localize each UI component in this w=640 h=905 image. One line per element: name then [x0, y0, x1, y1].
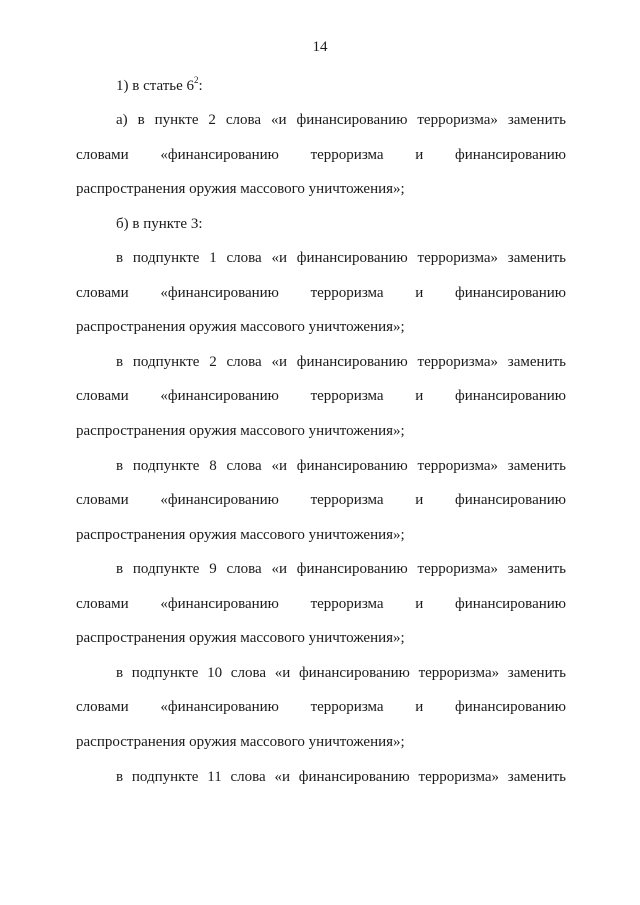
subparagraph-8-line-2: словами «финансированию терроризма и финансированию [76, 492, 566, 508]
article-heading-suffix: : [198, 78, 203, 94]
subparagraph-1-line-3: распространения оружия массового уничтожения»; [76, 319, 405, 335]
subparagraph-10-line-3: распространения оружия массового уничтожения»; [76, 734, 405, 750]
paragraph-a-line-1: а) в пункте 2 слова «и финансированию терроризма» заменить [116, 112, 566, 128]
subparagraph-10-line-1: в подпункте 10 слова «и финансированию терроризма» заменить [116, 665, 566, 681]
subparagraph-2-line-1: в подпункте 2 слова «и финансированию терроризма» заменить [116, 354, 566, 370]
page-number: 14 [312, 39, 328, 55]
subparagraph-2-line-2: словами «финансированию терроризма и финансированию [76, 388, 566, 404]
subparagraph-1-line-2: словами «финансированию терроризма и финансированию [76, 285, 566, 301]
subparagraph-8-line-3: распространения оружия массового уничтожения»; [76, 527, 405, 543]
article-heading-superscript: 2 [194, 75, 199, 85]
paragraph-a-line-3: распространения оружия массового уничтожения»; [76, 181, 405, 197]
subparagraph-9-line-2: словами «финансированию терроризма и финансированию [76, 596, 566, 612]
subparagraph-2-line-3: распространения оружия массового уничтожения»; [76, 423, 405, 439]
subparagraph-9-line-3: распространения оружия массового уничтожения»; [76, 630, 405, 646]
subparagraph-8-line-1: в подпункте 8 слова «и финансированию терроризма» заменить [116, 458, 566, 474]
subparagraph-11-line-1: в подпункте 11 слова «и финансированию терроризма» заменить [116, 769, 566, 785]
subparagraph-1-line-1: в подпункте 1 слова «и финансированию терроризма» заменить [116, 250, 566, 266]
article-heading [116, 77, 566, 95]
paragraph-b-heading: б) в пункте 3: [116, 216, 203, 232]
paragraph-a-line-2: словами «финансированию терроризма и финансированию [76, 147, 566, 163]
article-heading-prefix: 1) в статье 6 [116, 78, 195, 94]
subparagraph-10-line-2: словами «финансированию терроризма и финансированию [76, 699, 566, 715]
subparagraph-9-line-1: в подпункте 9 слова «и финансированию терроризма» заменить [116, 561, 566, 577]
